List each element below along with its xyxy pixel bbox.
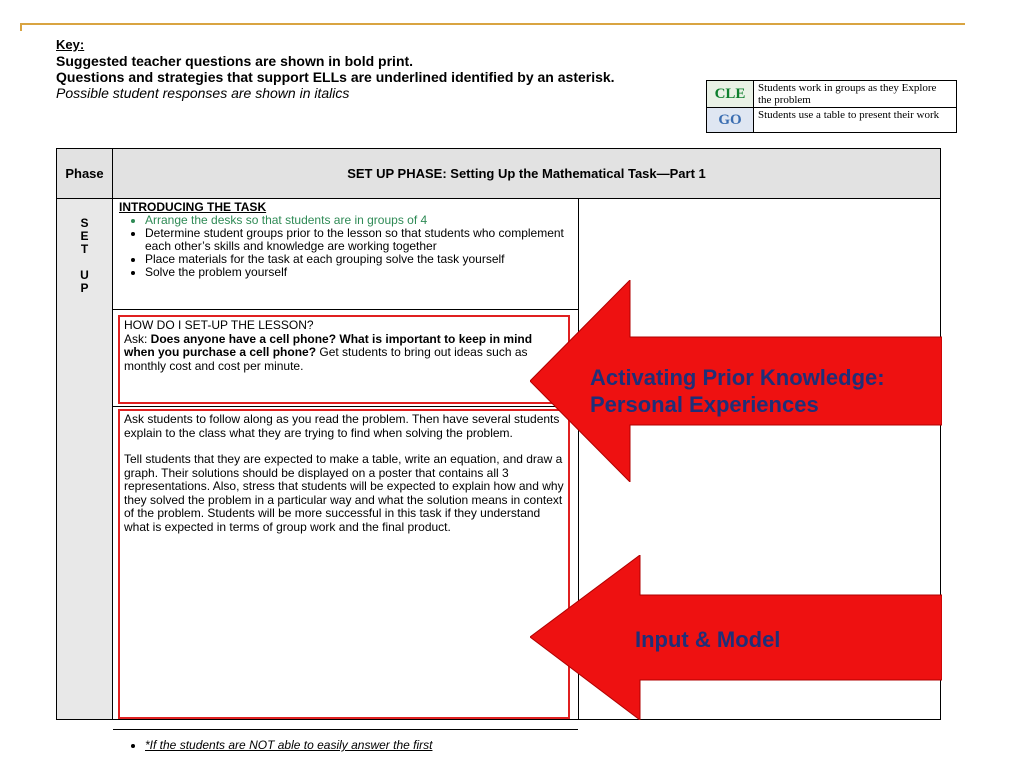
box1-rest: Get students to bring out ideas such as monthly cost and cost per minute. [124, 345, 528, 373]
cle-badge: CLE [707, 81, 754, 108]
box2-para2: Tell students that they are expected to make a table, write an equation, and draw a graph. Their solutions should be displayed on a poster that contains all 3 representations. Also, stress that students will be expected to explain how and why they solved the problem in a particular way and what the solution means in context of the problem. Students will be more successful in this task if they understand what is expected in terms of group work and the final product. [124, 452, 564, 534]
legend-desc: Students work in groups as they Explore the problem [754, 81, 957, 108]
row-divider [113, 309, 578, 310]
key-line-italics: Possible student responses are shown in italics [56, 85, 350, 101]
arrow-text-line: Personal Experiences [590, 392, 819, 417]
ask-label: Ask: [124, 331, 151, 346]
bottom-bullet-section [119, 739, 571, 752]
box1-heading: HOW DO I SET-UP THE LESSON? [124, 318, 314, 332]
key-line-bold: Suggested teacher questions are shown in bold print. [56, 53, 414, 69]
key-line-underline: Questions and strategies that support ELLs are underlined identified by an asterisk. [56, 69, 615, 85]
bullet-item: • Determine student groups prior to the lesson so that students who complement each other’s skills and knowledge are working together [145, 227, 571, 253]
content-column [113, 199, 579, 752]
legend-desc: Students use a table to present their work [754, 108, 957, 133]
setup-question-box [118, 315, 570, 404]
legend-row [707, 108, 957, 133]
box2-para1: Ask students to follow along as you read the problem. Then have several students explain to the class what they are trying to find when solving the problem. [124, 412, 560, 440]
intro-heading: INTRODUCING THE TASK [119, 200, 267, 214]
phase-title: SET UP PHASE: Setting Up the Mathematical Task—Part 1 [113, 149, 940, 199]
phase-letter: U [80, 268, 89, 282]
instructions-box [118, 409, 570, 719]
intro-bullets [119, 214, 571, 279]
key-label: Key [56, 37, 80, 52]
phase-letter: T [80, 242, 89, 256]
intro-section [119, 201, 571, 279]
bottom-bullets [119, 739, 571, 752]
bullet-item: • Arrange the desks so that students are in groups of 4 [145, 214, 571, 227]
key-section [56, 36, 615, 101]
phase-letters [57, 199, 112, 295]
legend-table [706, 80, 957, 133]
arrow-text-top [590, 364, 885, 418]
teacher-question: Does anyone have a cell phone? What is important to keep in mind when you purchase a cell phone? [124, 331, 533, 359]
arrow-text-line: Activating Prior Knowledge: [590, 365, 885, 390]
ell-note: *If the students are NOT able to easily answer the first [145, 738, 433, 752]
slide-corner-tick [20, 23, 22, 31]
go-badge: GO [707, 108, 754, 133]
row-divider [113, 406, 578, 407]
key-colon: : [79, 37, 85, 52]
phase-header: Phase [57, 149, 113, 199]
phase-column [57, 199, 113, 719]
legend-row [707, 81, 957, 108]
box1-text [124, 333, 564, 374]
phase-letter: S [80, 216, 89, 230]
bullet-item: • Place materials for the task at each grouping solve the task yourself [145, 253, 571, 266]
slide-top-rule [20, 23, 965, 25]
bullet-item: • Solve the problem yourself [145, 266, 571, 279]
phase-letter: E [80, 229, 89, 243]
phase-letter: P [80, 281, 89, 295]
bullet-item [145, 739, 571, 752]
arrow-text-bottom: Input & Model [635, 627, 781, 652]
row-divider [113, 729, 578, 730]
